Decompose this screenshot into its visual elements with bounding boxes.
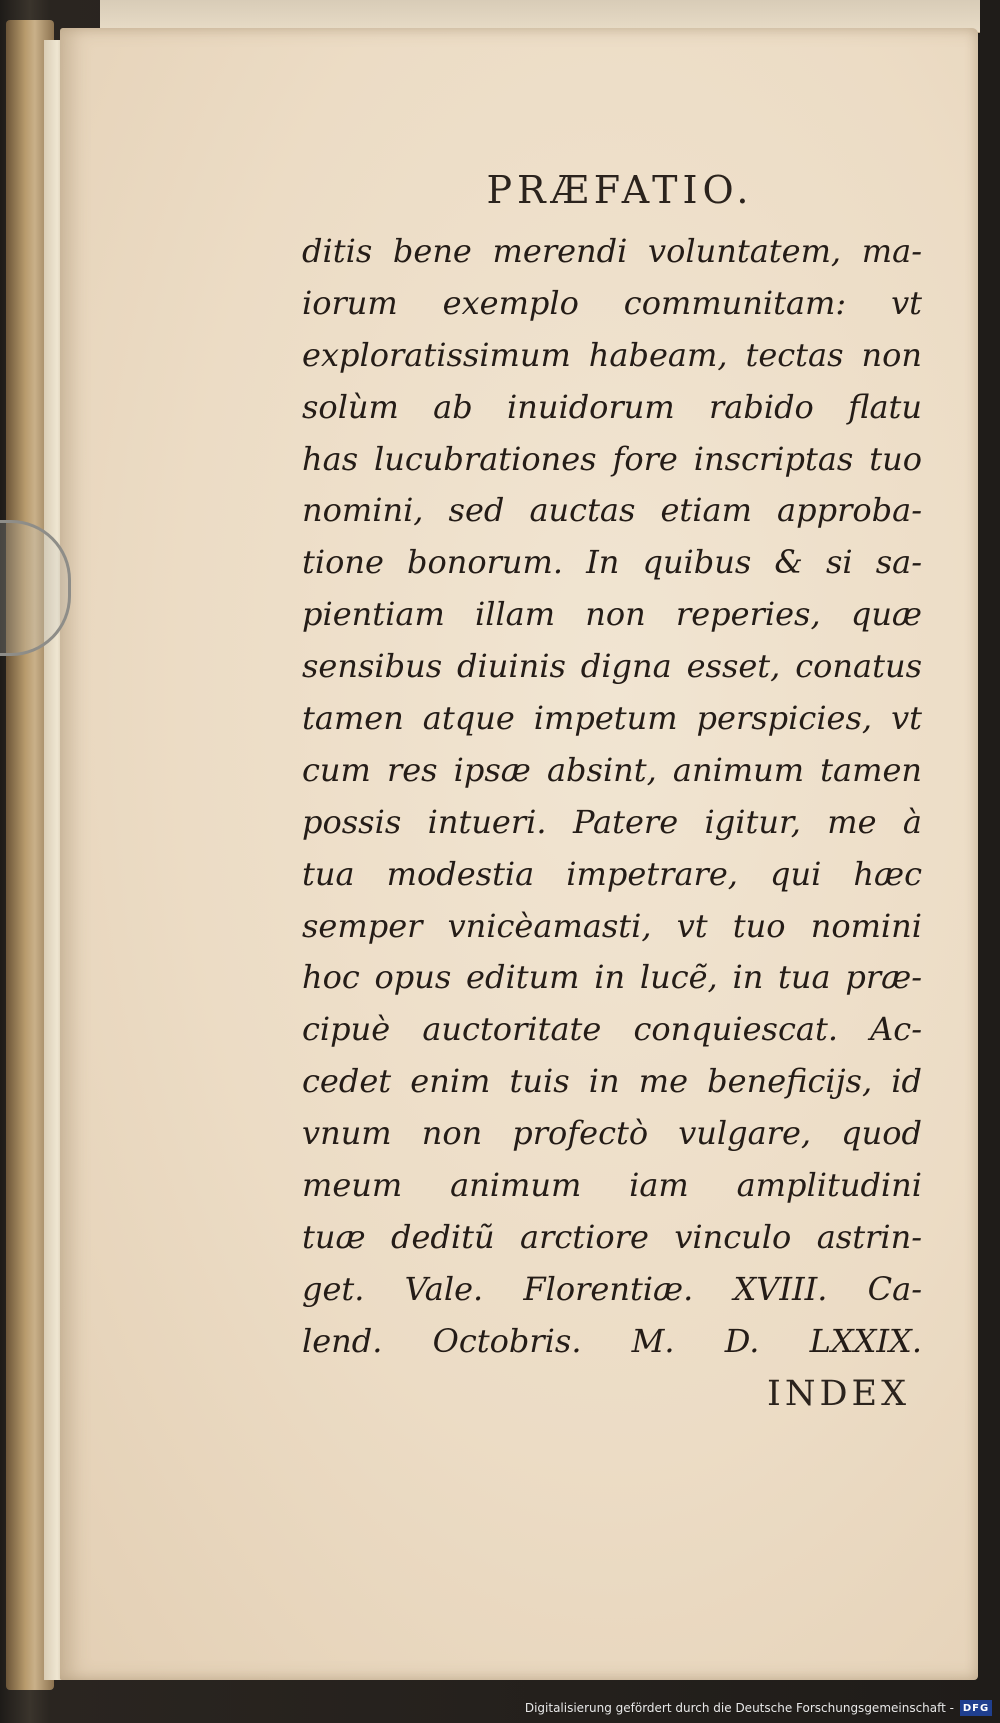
catchword: INDEX [767,1374,910,1414]
text-line: tua modestia impetrare, qui hæc [302,854,922,893]
text-line: get. Vale. Florentiæ. XVIII. Ca- [302,1269,922,1308]
text-line: nomini, sed auctas etiam approba- [302,491,922,530]
credit-text: Digitalisierung gefördert durch die Deutsche Forschungsgemeinschaft - [524,1701,954,1715]
text-line: tuæ deditũ arctiore vinculo astrin- [302,1217,922,1256]
text-line: solùm ab inuidorum rabido flatu [302,387,922,426]
text-line: tione bonorum. In quibus & si sa- [302,543,922,582]
text-line: sensibus diuinis digna esset, conatus [302,647,922,686]
text-line: semper vnicèamasti, vt tuo nomini [302,906,922,945]
text-line: hoc opus editum in lucẽ, in tua præ- [302,958,922,997]
body-text [302,226,922,1368]
text-line: vnum non profectò vulgare, quod [302,1114,922,1153]
text-line: has lucubrationes fore inscriptas tuo [302,439,922,478]
running-head: PRÆFATIO. [486,168,754,212]
text-line: iorum exemplo communitam: vt [302,283,922,322]
digitization-credit [525,1697,992,1719]
text-line: cum res ipsæ absint, animum tamen [302,750,922,789]
text-line: pientiam illam non reperies, quæ [302,595,922,634]
text-line: ditis bene merendi voluntatem, ma- [302,232,922,270]
text-line: exploratissimum habeam, tectas non [302,335,922,374]
text-line: cipuè auctoritate conquiescat. Ac- [302,1010,922,1049]
text-line: cedet enim tuis in me beneficijs, id [302,1062,922,1101]
text-line: tamen atque impetum perspicies, vt [302,699,922,738]
text-line: meum animum iam amplitudini [302,1166,922,1205]
text-line: possis intueri. Patere igitur, me à [302,802,922,841]
dfg-logo: DFG [960,1700,992,1716]
text-line: lend. Octobris. M. D. LXXIX. [302,1321,922,1360]
